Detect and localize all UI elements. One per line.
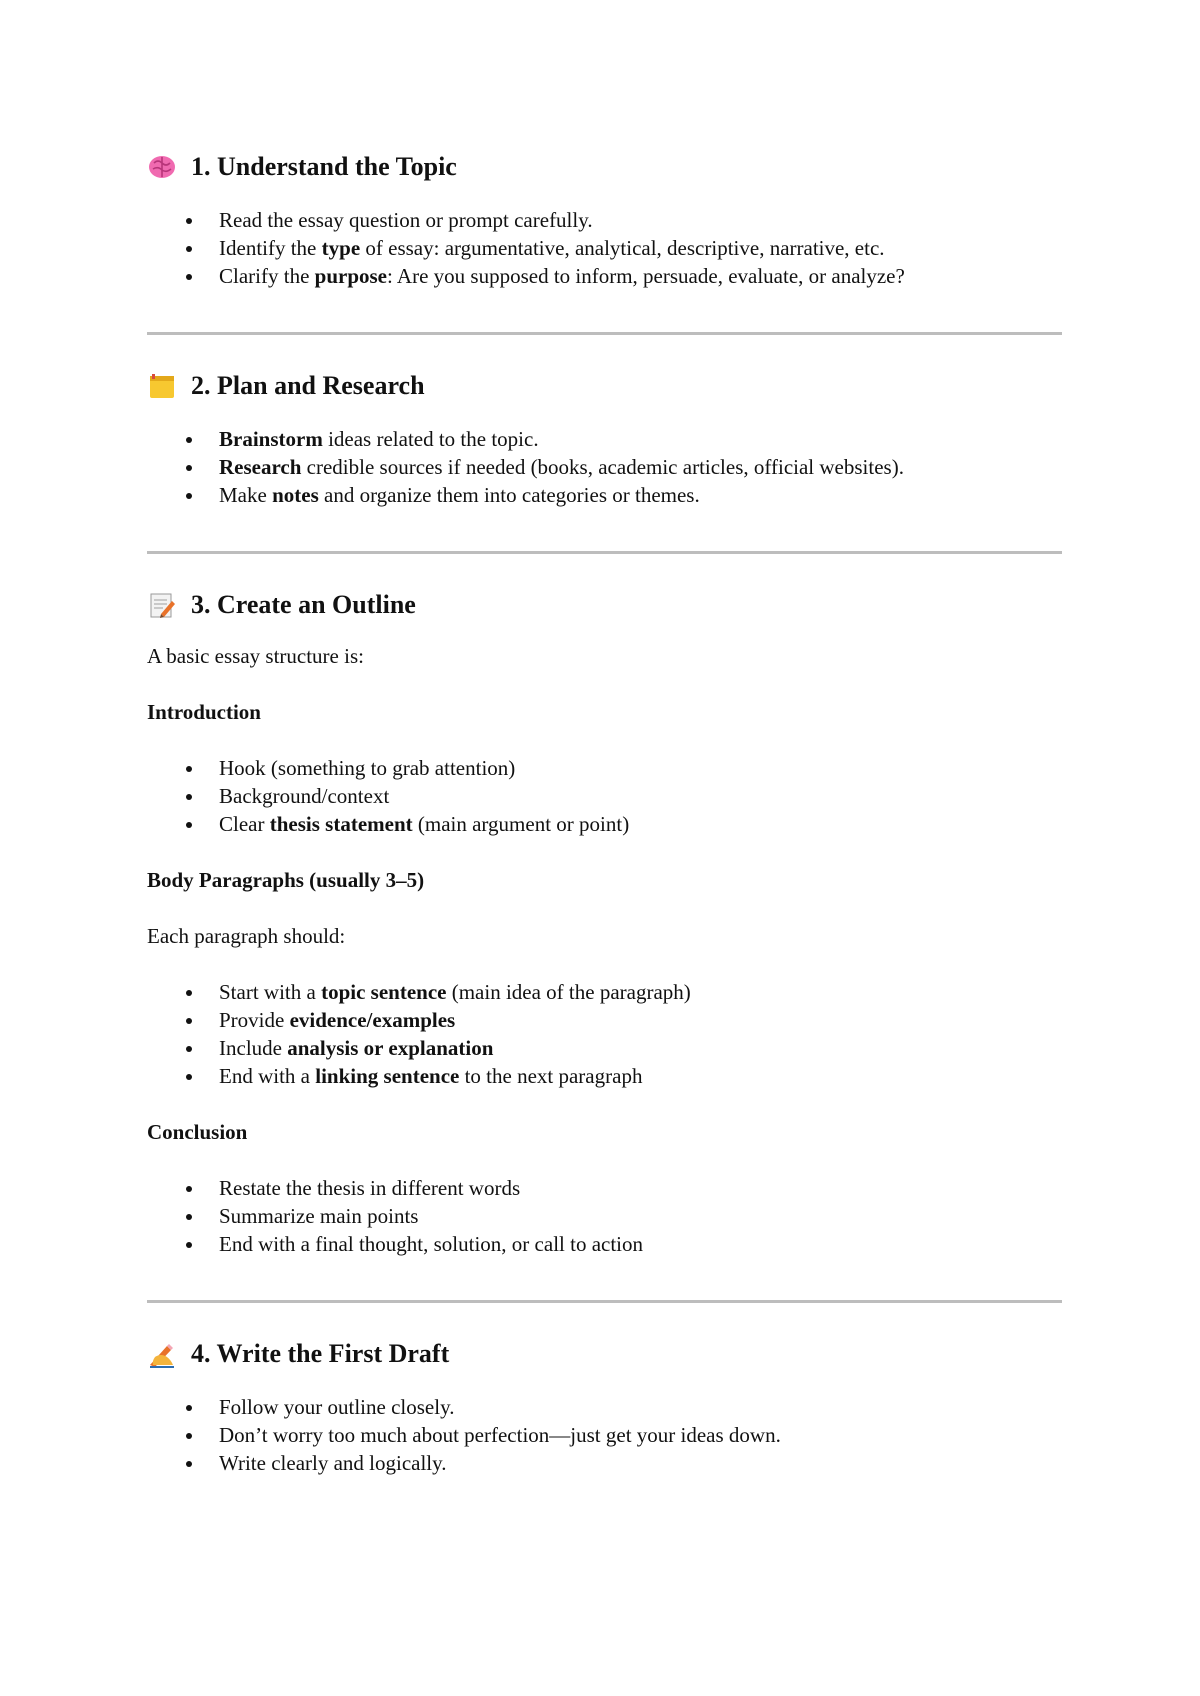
list-item: End with a linking sentence to the next paragraph [147, 1062, 1062, 1090]
list-item: Restate the thesis in different words [147, 1174, 1062, 1202]
list-item: Clarify the purpose: Are you supposed to inform, persuade, evaluate, or analyze? [147, 262, 1062, 290]
document-page [147, 150, 1062, 1477]
bold-term: Research [219, 455, 302, 479]
writing-hand-icon [147, 1339, 177, 1369]
list-item: Provide evidence/examples [147, 1006, 1062, 1034]
brain-icon [147, 152, 177, 182]
list-item: Write clearly and logically. [147, 1449, 1062, 1477]
bold-term: linking sentence [315, 1064, 460, 1088]
section-heading-3 [147, 588, 1062, 622]
bullet-list [147, 1393, 1062, 1477]
list-item: Read the essay question or prompt carefully. [147, 206, 1062, 234]
bold-term: analysis or explanation [287, 1036, 494, 1060]
list-item: Don’t worry too much about perfection—just get your ideas down. [147, 1421, 1062, 1449]
list-item: Identify the type of essay: argumentative, analytical, descriptive, narrative, etc. [147, 234, 1062, 262]
body-paragraphs-heading: Body Paragraphs (usually 3–5) [147, 868, 425, 892]
section-title: 3. Create an Outline [191, 590, 416, 619]
section-heading-2 [147, 369, 1062, 403]
bullet-list [147, 754, 1062, 838]
bullet-list [147, 1174, 1062, 1258]
notepad-icon [147, 371, 177, 401]
section-heading-1 [147, 150, 1062, 184]
list-item: Background/context [147, 782, 1062, 810]
list-item: Make notes and organize them into categories or themes. [147, 481, 1062, 509]
bold-term: thesis statement [269, 812, 413, 836]
bold-term: Brainstorm [219, 427, 323, 451]
list-item: Summarize main points [147, 1202, 1062, 1230]
section-heading-4 [147, 1337, 1062, 1371]
conclusion-heading: Conclusion [147, 1120, 248, 1144]
list-item: Brainstorm ideas related to the topic. [147, 425, 1062, 453]
bold-term: purpose [314, 264, 387, 288]
bold-term: evidence/examples [289, 1008, 456, 1032]
outline-intro: A basic essay structure is: [147, 644, 364, 668]
bullet-list [147, 978, 1062, 1090]
section-title: 1. Understand the Topic [191, 152, 457, 181]
list-item: Start with a topic sentence (main idea of the paragraph) [147, 978, 1062, 1006]
memo-icon [147, 590, 177, 620]
bullet-list [147, 206, 1062, 290]
bold-term: topic sentence [321, 980, 447, 1004]
section-title: 4. Write the First Draft [191, 1339, 450, 1368]
bold-term: notes [272, 483, 319, 507]
list-item: Research credible sources if needed (books, academic articles, official websites). [147, 453, 1062, 481]
list-item: Hook (something to grab attention) [147, 754, 1062, 782]
list-item: Clear thesis statement (main argument or point) [147, 810, 1062, 838]
section-title: 2. Plan and Research [191, 371, 425, 400]
list-item: Follow your outline closely. [147, 1393, 1062, 1421]
bold-term: type [321, 236, 361, 260]
bullet-list [147, 425, 1062, 509]
list-item: Include analysis or explanation [147, 1034, 1062, 1062]
introduction-heading: Introduction [147, 700, 261, 724]
body-lead: Each paragraph should: [147, 924, 346, 948]
list-item: End with a final thought, solution, or call to action [147, 1230, 1062, 1258]
